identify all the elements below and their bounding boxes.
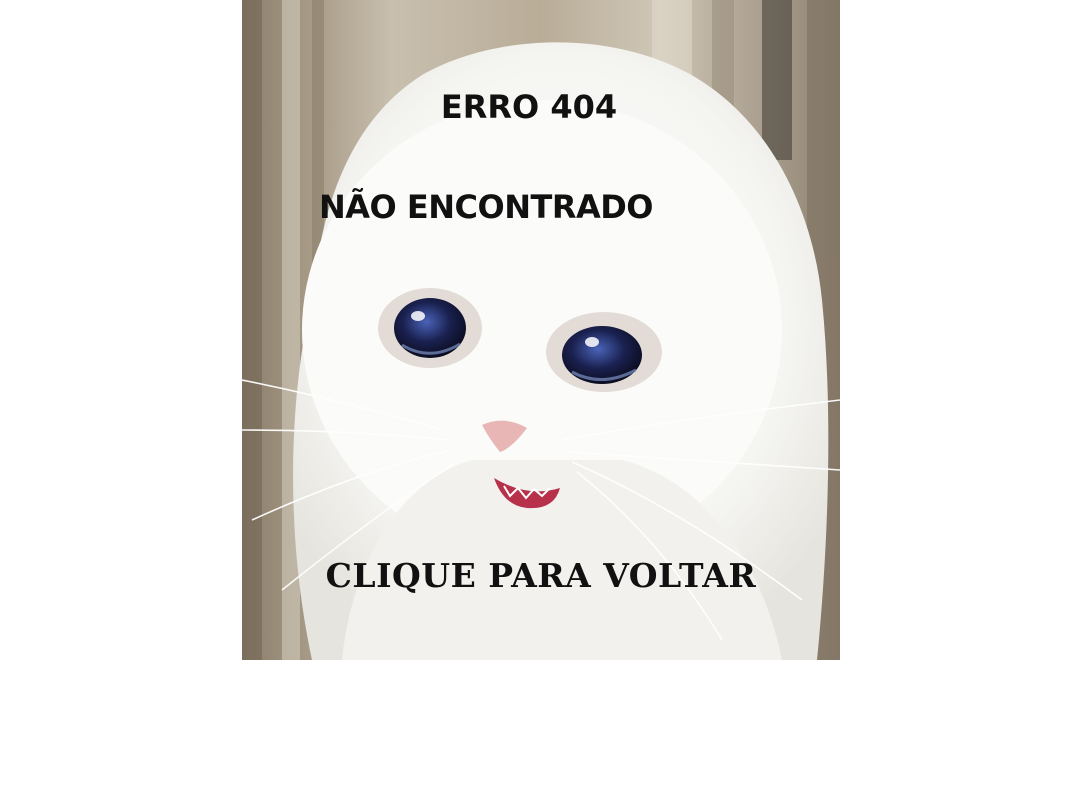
error-card — [242, 0, 840, 660]
not-found-heading: NÃO ENCONTRADO — [319, 188, 653, 226]
error-code-heading: ERRO 404 — [440, 88, 618, 126]
back-link[interactable]: CLIQUE PARA VOLTAR — [242, 556, 840, 595]
